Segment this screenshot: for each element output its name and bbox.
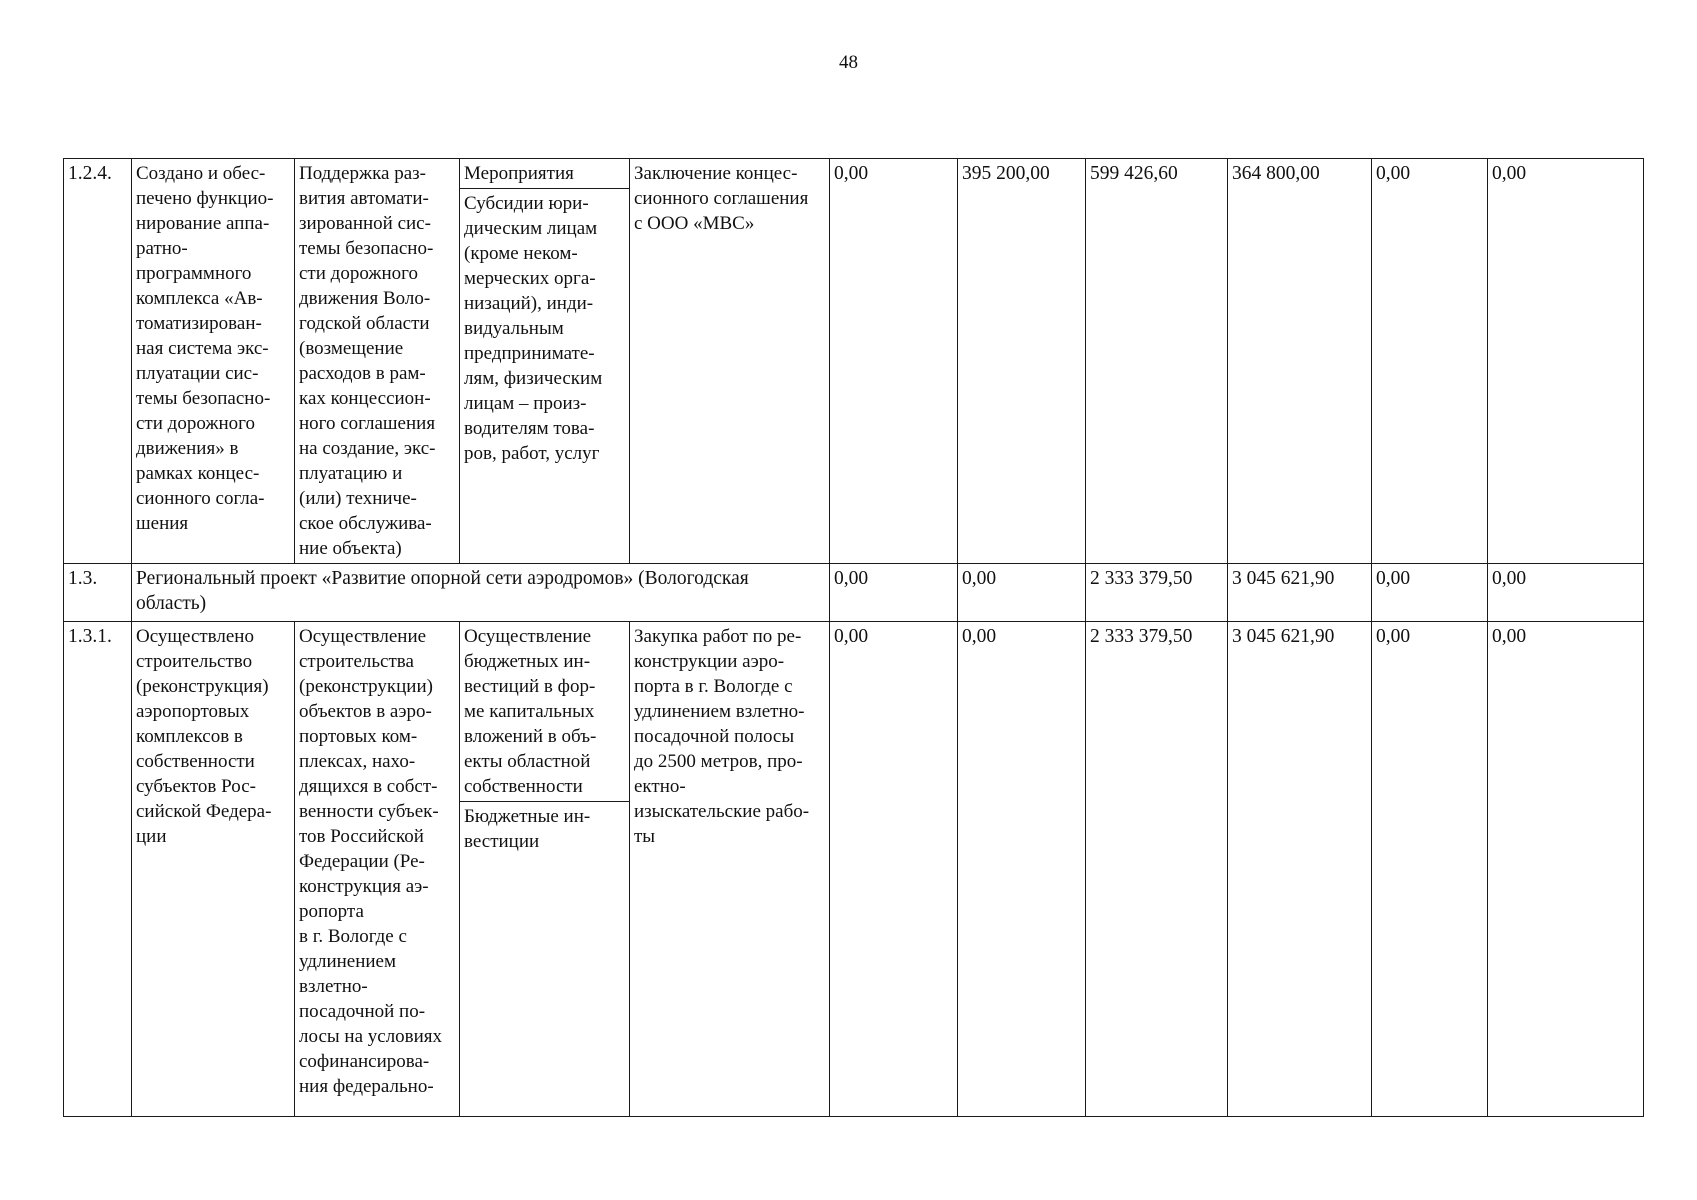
- expense-type-bottom: Субсидии юри- дическим лицам (кроме неком- мерческих орга- низаций), инди- видуальным предпринимате- лям, физическим лицам – произ- водителям това- ров, работ, услуг: [464, 193, 603, 464]
- characteristic-text: Закупка работ по ре- конструкции аэро- порта в г. Вологде с удлинением взлетно- посадочной полосы до 2500 метров, про- ектно- изыскательские рабо- ты: [634, 626, 810, 847]
- value-cell: 0,00: [958, 564, 1086, 622]
- budget-table: [63, 158, 1644, 1117]
- value-cell: 599 426,60: [1086, 159, 1228, 564]
- value-cell: 0,00: [1488, 622, 1644, 1117]
- result-text: Создано и обес- печено функцио- нирование аппа- ратно- программного комплекса «Ав- томатизирован- ная система экс- плуатации сис- темы безопасно- сти дорожного движения» в рамках концес- сионного согла- шения: [136, 163, 274, 534]
- section-title: Региональный проект «Развитие опорной сети аэродромов» (Вологодская область): [132, 564, 830, 622]
- value-cell: 395 200,00: [958, 159, 1086, 564]
- expense-type-cell: [460, 159, 630, 564]
- page-number: 48: [839, 52, 858, 73]
- result-text: Осуществлено строительство (реконструкция) аэропортовых комплексов в собственности субъектов Рос- сийской Федера- ции: [136, 626, 272, 847]
- description-text: Поддержка раз- вития автомати- зированной сис- темы безопасно- сти дорожного движения Воло- годской области (возмещение расходов в рам- ках концессион- ного соглашения на создание, экс- плуатацию и (или) техниче- ское обслужива- ние объекта): [299, 163, 436, 559]
- characteristic-text: Заключение концес- сионного соглашения с ООО «МВС»: [634, 163, 809, 234]
- result-cell: [132, 622, 295, 1117]
- value-cell: 0,00: [830, 159, 958, 564]
- table-row: [64, 159, 1644, 564]
- value-cell: 0,00: [1488, 564, 1644, 622]
- value-cell: 364 800,00: [1228, 159, 1372, 564]
- value-cell: 2 333 379,50: [1086, 564, 1228, 622]
- value-cell: 3 045 621,90: [1228, 564, 1372, 622]
- characteristic-cell: [630, 622, 830, 1117]
- value-cell: 0,00: [1372, 564, 1488, 622]
- value-cell: 0,00: [830, 622, 958, 1117]
- value-cell: 0,00: [958, 622, 1086, 1117]
- row-code: 1.3.1.: [64, 622, 132, 1117]
- description-cell: [295, 622, 460, 1117]
- table-row: [64, 564, 1644, 622]
- expense-type-cell: [460, 622, 630, 1117]
- value-cell: 0,00: [1488, 159, 1644, 564]
- characteristic-cell: [630, 159, 830, 564]
- expense-type-bottom: Бюджетные ин- вестиции: [464, 806, 591, 852]
- table-row: [64, 622, 1644, 1117]
- value-cell: 3 045 621,90: [1228, 622, 1372, 1117]
- value-cell: 0,00: [1372, 622, 1488, 1117]
- expense-type-top: Осуществление бюджетных ин- вестиций в фор- ме капитальных вложений в объ- екты областной собственности: [460, 622, 629, 802]
- description-cell: [295, 159, 460, 564]
- value-cell: 2 333 379,50: [1086, 622, 1228, 1117]
- value-cell: 0,00: [830, 564, 958, 622]
- value-cell: 0,00: [1372, 159, 1488, 564]
- description-text: Осуществление строительства (реконструкции) объектов в аэро- портовых ком- плексах, нахо- дящихся в собст- венности субъек- тов Российской Федерации (Ре- конструкция аэ- ропорта в г. Вологде с удлинением взлетно- посадочной по- лосы на условиях софинансирова- ния федерально-: [299, 626, 443, 1097]
- row-code: 1.2.4.: [64, 159, 132, 564]
- result-cell: [132, 159, 295, 564]
- expense-type-top: Мероприятия: [460, 159, 629, 189]
- row-code: 1.3.: [64, 564, 132, 622]
